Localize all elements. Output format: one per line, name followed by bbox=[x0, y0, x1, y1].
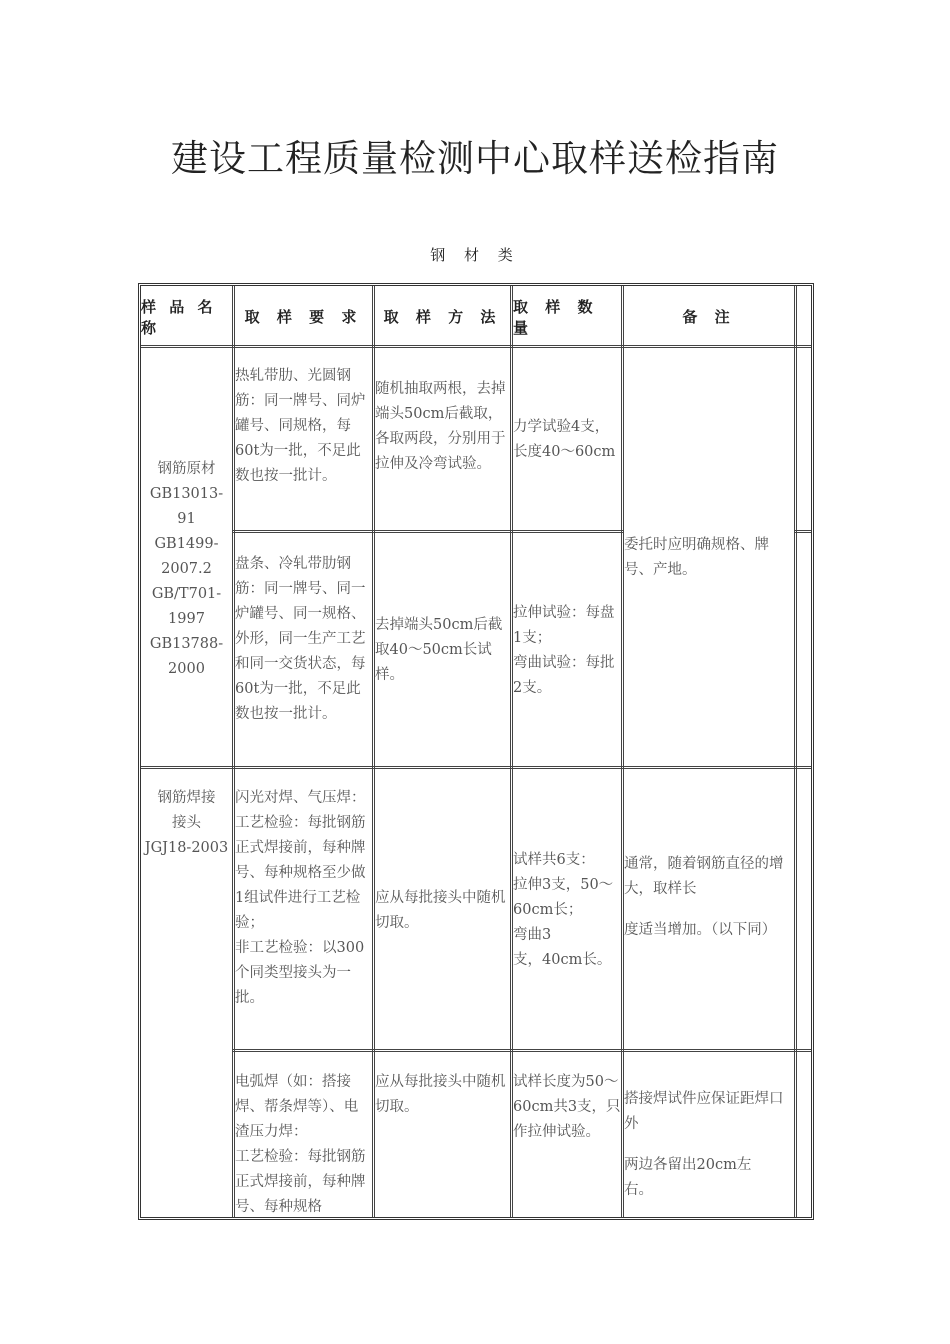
col-divider bbox=[621, 286, 624, 1217]
page-title: 建设工程质量检测中心取样送检指南 bbox=[171, 137, 779, 180]
rebar-raw-method-1: 随机抽取两根，去掉端头50cm后截取，各取两段，分别用于拉伸及冷弯试验。 bbox=[375, 381, 506, 472]
sampling-table bbox=[138, 283, 814, 1220]
rebar-weld-remark-2a: 搭接焊试件应保证距焊口外 bbox=[624, 1091, 784, 1132]
rebar-weld-quantity-2: 试样长度为50～60cm共3支，只作拉伸试验。 bbox=[513, 1074, 621, 1140]
header-quantity: 取 样 数 量 bbox=[513, 297, 599, 337]
rebar-weld-method-1: 应从每批接头中随机切取。 bbox=[375, 890, 506, 931]
row-divider bbox=[232, 530, 624, 533]
row-divider bbox=[794, 530, 814, 533]
row-divider bbox=[141, 766, 814, 769]
rebar-raw-quantity-1: 力学试验4支，长度40～60cm bbox=[513, 419, 616, 460]
rebar-weld-quantity-1: 试样共6支： 拉伸3支，50～60cm长； 弯曲3 支，40cm长。 bbox=[513, 852, 614, 968]
rebar-raw-requirement-1: 热轧带肋、光圆钢筋：同一牌号、同炉罐号、同规格，每60t为一批，不足此数也按一批计。 bbox=[235, 368, 366, 484]
rebar-weld-remark-1a: 通常，随着钢筋直径的增大，取样长 bbox=[624, 856, 784, 897]
header-remark: 备 注 bbox=[682, 308, 736, 326]
rebar-weld-requirement-1: 闪光对焊、气压焊： 工艺检验：每批钢筋正式焊接前，每种牌号、每种规格至少做1组试件进行工艺检验； 非工艺检验：以300个同类型接头为一批。 bbox=[235, 790, 366, 1006]
rebar-weld-method-2: 应从每批接头中随机切取。 bbox=[375, 1074, 506, 1115]
header-requirement: 取 样 要 求 bbox=[244, 308, 363, 326]
rebar-weld-remark-1b: 度适当增加。（以下同） bbox=[624, 922, 777, 938]
rebar-raw-quantity-2: 拉伸试验：每盘1支； 弯曲试验：每批2支。 bbox=[513, 605, 615, 696]
rebar-weld-remark-2b: 两边各留出20cm左右。 bbox=[624, 1157, 752, 1198]
col-divider bbox=[794, 286, 797, 1217]
section-title: 钢 材 类 bbox=[430, 246, 520, 264]
header-name: 样 品 名 称 bbox=[141, 297, 217, 337]
row-divider bbox=[232, 1049, 814, 1052]
rebar-raw-requirement-2: 盘条、冷轧带肋钢筋：同一牌号、同一炉罐号、同一规格、外形，同一生产工艺和同一交货状态，每60t为一批，不足此数也按一批计。 bbox=[235, 556, 366, 722]
rebar-raw-remark: 委托时应明确规格、牌号、产地。 bbox=[624, 537, 769, 578]
rebar-weld-name: 钢筋焊接 接头 JGJ18-2003 bbox=[144, 790, 229, 856]
header-method: 取 样 方 法 bbox=[383, 308, 502, 326]
rebar-raw-method-2: 去掉端头50cm后截取40～50cm长试样。 bbox=[375, 617, 503, 683]
rebar-weld-requirement-2: 电弧焊（如：搭接焊、帮条焊等）、电渣压力焊： 工艺检验：每批钢筋正式焊接前，每种牌号、每种规格 bbox=[235, 1074, 366, 1215]
rebar-raw-name: 钢筋原材 GB13013-91 GB1499- 2007.2 GB/T701- 1997 GB13788- 2000 bbox=[149, 461, 224, 677]
